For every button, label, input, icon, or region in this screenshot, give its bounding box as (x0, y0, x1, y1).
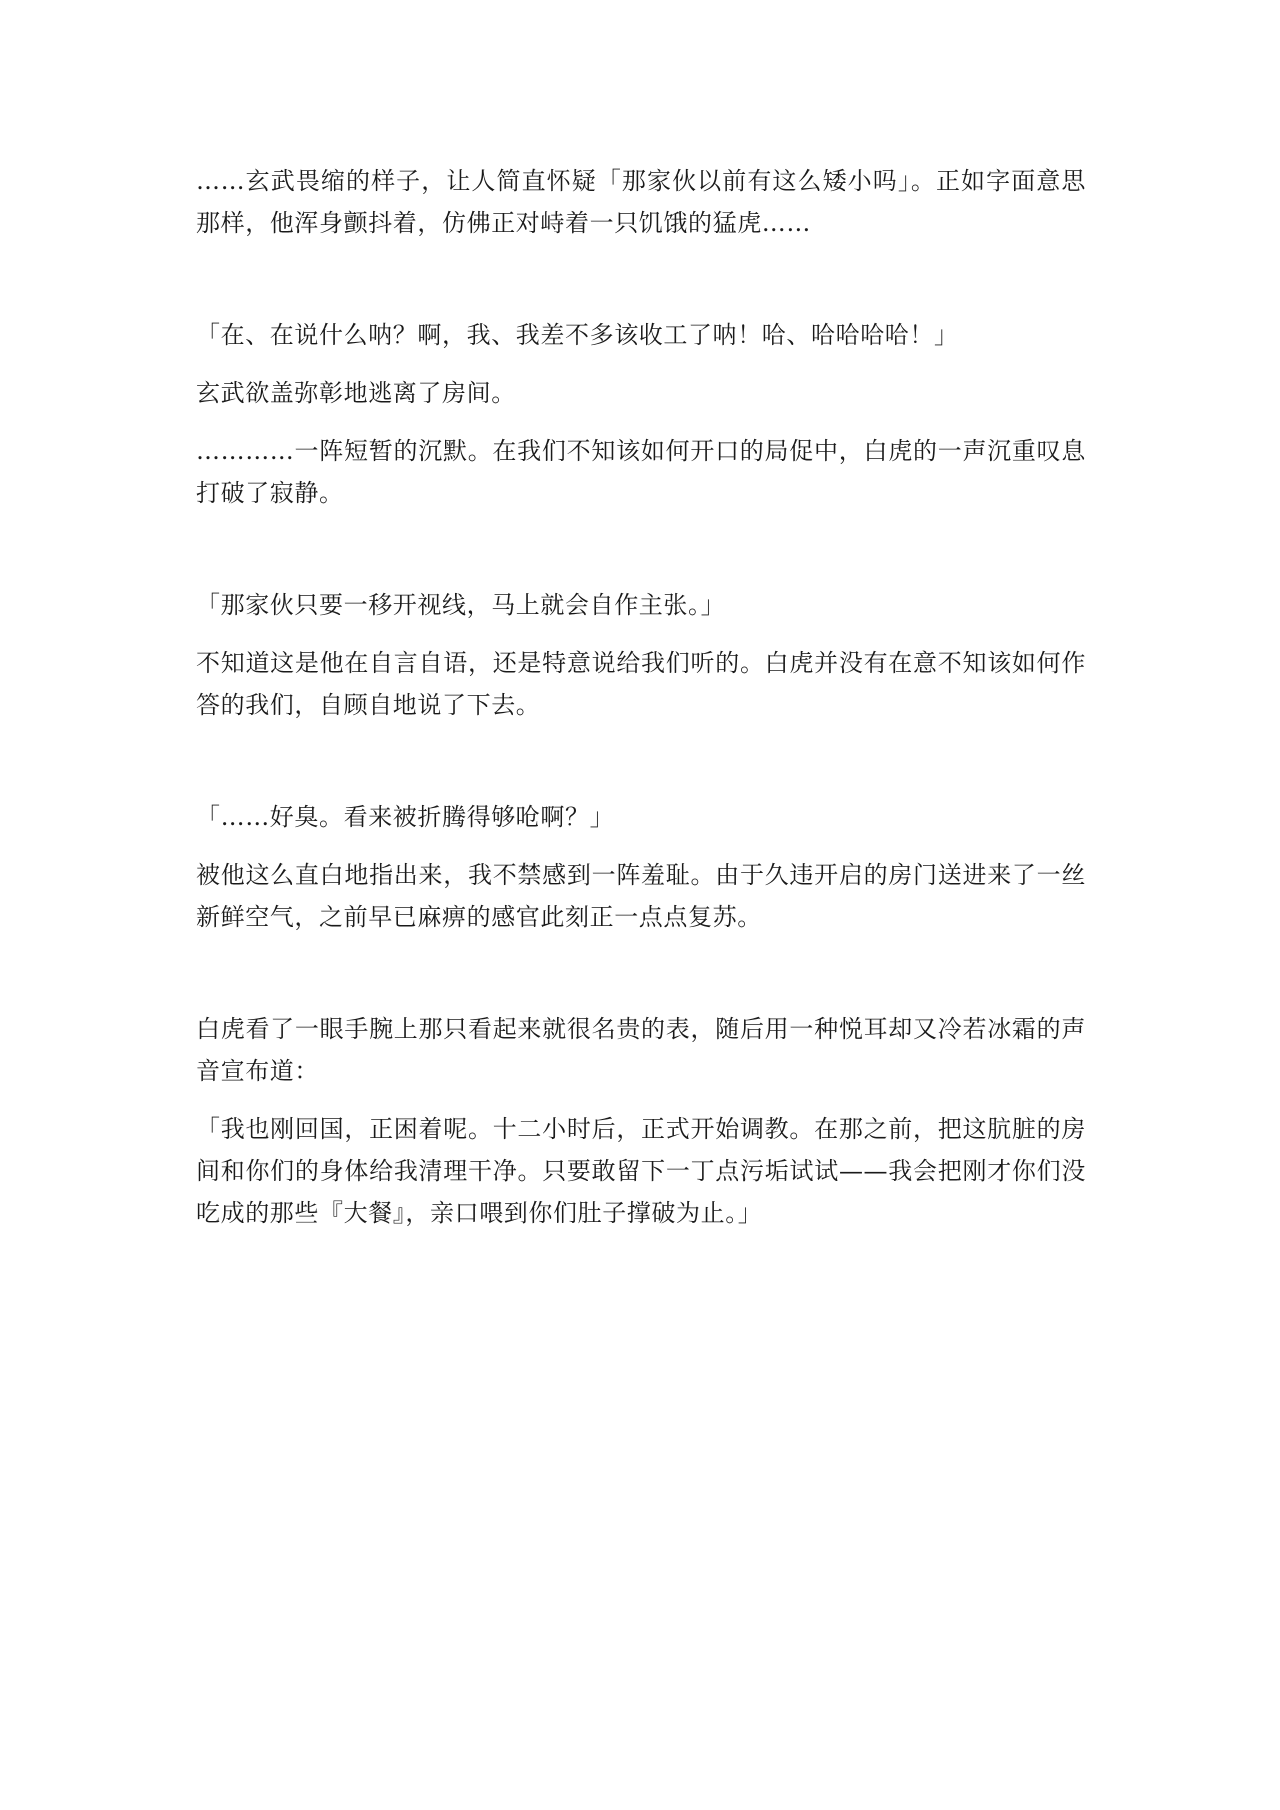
paragraph-10: 「我也刚回国，正困着呢。十二小时后，正式开始调教。在那之前，把这肮脏的房间和你们的身体给我清理干净。只要敢留下一丁点污垢试试——我会把刚才你们没吃成的那些『大餐』，亲口喂到你们肚子撑破为止。」 (196, 1115, 1086, 1227)
paragraph-9: 白虎看了一眼手腕上那只看起来就很名贵的表，随后用一种悦耳却又冷若冰霜的声音宣布道： (196, 1015, 1086, 1085)
paragraph-6: 不知道这是他在自言自语，还是特意说给我们听的。白虎并没有在意不知该如何作答的我们，自顾自地说了下去。 (196, 649, 1086, 719)
paragraph-3: 玄武欲盖弥彰地逃离了房间。 (196, 379, 516, 407)
paragraph-8: 被他这么直白地指出来，我不禁感到一阵羞耻。由于久违开启的房门送进来了一丝新鲜空气，之前早已麻痹的感官此刻正一点点复苏。 (196, 861, 1086, 931)
paragraph-7: 「……好臭。看来被折腾得够呛啊？」 (196, 803, 615, 831)
paragraph-1: ……玄武畏缩的样子，让人简直怀疑「那家伙以前有这么矮小吗」。正如字面意思那样，他浑身颤抖着，仿佛正对峙着一只饥饿的猛虎…… (196, 167, 1086, 237)
paragraph-2: 「在、在说什么呐？啊，我、我差不多该收工了呐！哈、哈哈哈哈！」 (196, 321, 959, 349)
document-page (196, 160, 1086, 1234)
paragraph-4: …………一阵短暂的沉默。在我们不知该如何开口的局促中，白虎的一声沉重叹息打破了寂静。 (196, 437, 1086, 507)
paragraph-5: 「那家伙只要一移开视线，马上就会自作主张。」 (196, 591, 726, 619)
